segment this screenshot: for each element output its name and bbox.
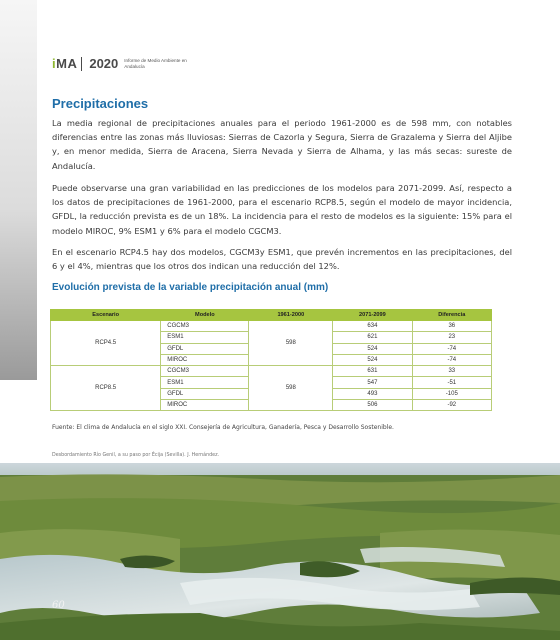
header-scenario: Escenario	[51, 310, 161, 321]
table-row	[51, 366, 492, 377]
section-title: Precipitaciones	[52, 96, 149, 111]
future-cell: 524	[333, 354, 412, 365]
table-row	[51, 321, 492, 332]
landscape-illustration	[0, 463, 560, 640]
future-cell: 547	[333, 377, 412, 388]
difference-cell: 33	[412, 366, 491, 377]
side-gradient-bar	[0, 0, 37, 380]
logo-year: 2020	[89, 56, 119, 71]
paragraph-3: En el escenario RCP4.5 hay dos modelos, CGCM3y ESM1, que prevén incrementos en las precipitaciones, del 6 y el 4%, mientras que los otros dos indican una reducción del 12%.	[52, 247, 512, 272]
model-cell: GFDL	[161, 388, 249, 399]
page-number: 60	[52, 600, 65, 611]
header-future: 2071-2099	[333, 310, 412, 321]
model-cell: GFDL	[161, 343, 249, 354]
future-cell: 524	[333, 343, 412, 354]
header-baseline: 1961-2000	[249, 310, 333, 321]
future-cell: 506	[333, 400, 412, 411]
model-cell: CGCM3	[161, 366, 249, 377]
future-cell: 634	[333, 321, 412, 332]
logo-mark: iMA	[52, 56, 78, 71]
table-title: Evolución prevista de la variable precipitación anual (mm)	[52, 282, 329, 293]
model-cell: CGCM3	[161, 321, 249, 332]
difference-cell: -92	[412, 400, 491, 411]
future-cell: 493	[333, 388, 412, 399]
baseline-cell: 598	[249, 366, 333, 411]
paragraph-2: Puede observarse una gran variabilidad en las predicciones de los modelos para 2071-2099. Así, respecto a los datos de precipitaciones de 1961-2000, para el escenario RCP8.5, según el modelo de mayor incidencia, GFDL, la reducción prevista es de un 18%. La incidencia para el resto de modelos es la siguiente: 15% para el modelo MIROC, 9% ESM1 y 6% para el modelo CGCM3.	[52, 183, 512, 236]
model-cell: ESM1	[161, 332, 249, 343]
difference-cell: -74	[412, 343, 491, 354]
table-source-note: Fuente: El clima de Andalucía en el siglo XXI. Consejería de Agricultura, Ganadería, Pesca y Desarrollo Sostenible.	[52, 424, 394, 431]
difference-cell: 36	[412, 321, 491, 332]
model-cell: ESM1	[161, 377, 249, 388]
scenario-cell: RCP8.5	[51, 366, 161, 411]
logo-subtitle: Informe de Medio Ambiente en Andalucía	[124, 57, 187, 69]
table-header-row	[51, 310, 492, 321]
scenario-cell: RCP4.5	[51, 321, 161, 366]
baseline-cell: 598	[249, 321, 333, 366]
ima-2020-logo	[52, 56, 194, 71]
flooded-river-photo	[0, 463, 560, 640]
difference-cell: -51	[412, 377, 491, 388]
model-cell: MIROC	[161, 400, 249, 411]
future-cell: 631	[333, 366, 412, 377]
logo-separator	[81, 57, 82, 71]
difference-cell: 23	[412, 332, 491, 343]
paragraph-1: La media regional de precipitaciones anuales para el periodo 1961-2000 es de 598 mm, con notables diferencias entre las zonas más lluviosas: Sierras de Cazorla y Segura, Sierra de Grazalema y Sierra del Aljibe y, en menor medida, Sierra de Aracena, Sierra Nevada y Sierra de Alhama, y las más secas: sureste de Andalucía.	[52, 118, 512, 171]
future-cell: 621	[333, 332, 412, 343]
model-cell: MIROC	[161, 354, 249, 365]
header-difference: Diferencia	[412, 310, 491, 321]
difference-cell: -74	[412, 354, 491, 365]
precipitation-table	[50, 309, 492, 411]
difference-cell: -105	[412, 388, 491, 399]
photo-caption: Desbordamiento Río Genil, a su paso por Écija (Sevilla). J. Hernández.	[52, 453, 220, 458]
header-model: Modelo	[161, 310, 249, 321]
